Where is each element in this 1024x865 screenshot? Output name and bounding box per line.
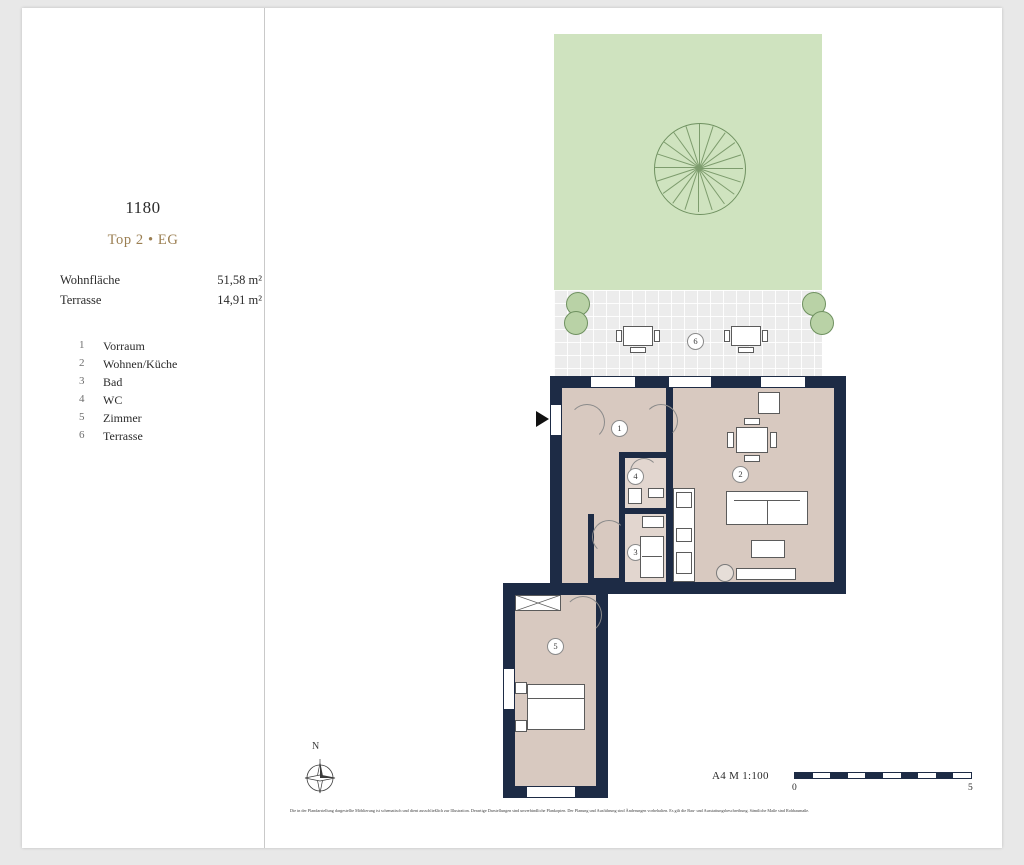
nightstand [515,720,527,732]
legend-number: 2 [79,357,85,369]
info-panel [22,8,264,848]
dining-chair [744,455,760,462]
sink-icon [676,528,692,542]
shower-detail [642,556,662,557]
dining-chair [744,418,760,425]
wardrobe-cross-icon [515,595,561,611]
room-badge-5: 5 [547,638,564,655]
tv-bench [736,568,796,580]
cooktop-icon [676,492,692,508]
door-swing [592,520,626,554]
door-swing [564,596,602,634]
plant-icon [716,564,734,582]
plan-unit-label: Top 2 • EG [107,232,179,248]
sofa-detail [767,500,768,525]
compass-north-label: N [312,741,320,752]
area-label: Wohnfläche [60,273,121,287]
legend-number: 4 [79,393,85,405]
exterior-wall-lower-top [503,583,608,595]
window [503,668,515,710]
oven-icon [676,552,692,574]
legend-name: Bad [103,375,123,389]
legend-number: 1 [79,339,85,351]
tree-symbol [654,123,746,215]
sideboard [758,392,780,414]
room-badge-4: 4 [627,468,644,485]
door-swing [644,404,678,438]
plan-number: 1180 [125,198,161,217]
shower-tray-icon [640,536,664,578]
window [590,376,636,388]
wc-basin-icon [648,488,664,498]
legend-name: Zimmer [103,411,142,425]
terrace-area [554,290,822,376]
area-label: Terrasse [60,293,102,307]
legend-name: Vorraum [103,339,145,353]
terrace-chair [738,347,754,353]
legend-name: WC [103,393,123,407]
exterior-wall-right [834,376,846,594]
dining-chair [770,432,777,448]
interior-wall-corridor-bottom [588,578,624,584]
area-value: 51,58 m² [217,273,262,287]
terrace-table [623,326,653,346]
room-badge-1: 1 [611,420,628,437]
terrace-chair [724,330,730,342]
legend-name: Terrasse [103,429,143,443]
scale-end-label: 5 [968,783,973,793]
floorplan-sheet [22,8,1002,848]
legend-name: Wohnen/Küche [103,357,178,371]
window [526,786,576,798]
dining-table [736,427,768,453]
terrace-chair [616,330,622,342]
dining-chair [727,432,734,448]
room-badge-2: 2 [732,466,749,483]
shrub-icon [564,311,588,335]
exterior-wall-bottom-upper [594,582,846,594]
entry-arrow-icon [536,411,549,427]
scale-start-label: 0 [792,783,797,793]
terrace-chair [630,347,646,353]
nightstand [515,682,527,694]
legend-number: 5 [79,411,85,423]
room-badge-3: 3 [627,544,644,561]
door-swing [569,404,605,440]
terrace-table [731,326,761,346]
legend-number: 3 [79,375,85,387]
legend-number: 6 [79,429,85,441]
terrace-chair [654,330,660,342]
washbasin-icon [642,516,664,528]
toilet-icon [628,488,642,504]
entry-door [550,404,562,436]
terrace-chair [762,330,768,342]
shrub-icon [810,311,834,335]
bed-pillow-line [527,698,585,699]
bed [527,684,585,730]
coffee-table [751,540,785,558]
room-badge-6: 6 [687,333,704,350]
disclaimer-text: Die in der Plandarstellung dargestellte Möblierung ist schematisch und dient ausschließlich zur Illustration. Derartige Darstellungen sind unverbindliche Plankopien. Der Planung und Ausführung sind Änderungen vorbehalten. Es gilt die Bau- und Ausstattungsbeschreibung. Sämtliche Maße sind Rohbaumaße. [290,808,810,813]
floorplan-drawing [264,8,1002,848]
interior-wall-corridor [588,514,594,584]
window [668,376,712,388]
window [760,376,806,388]
scale-label: A4 M 1:100 [712,770,769,782]
area-value: 14,91 m² [217,293,262,307]
